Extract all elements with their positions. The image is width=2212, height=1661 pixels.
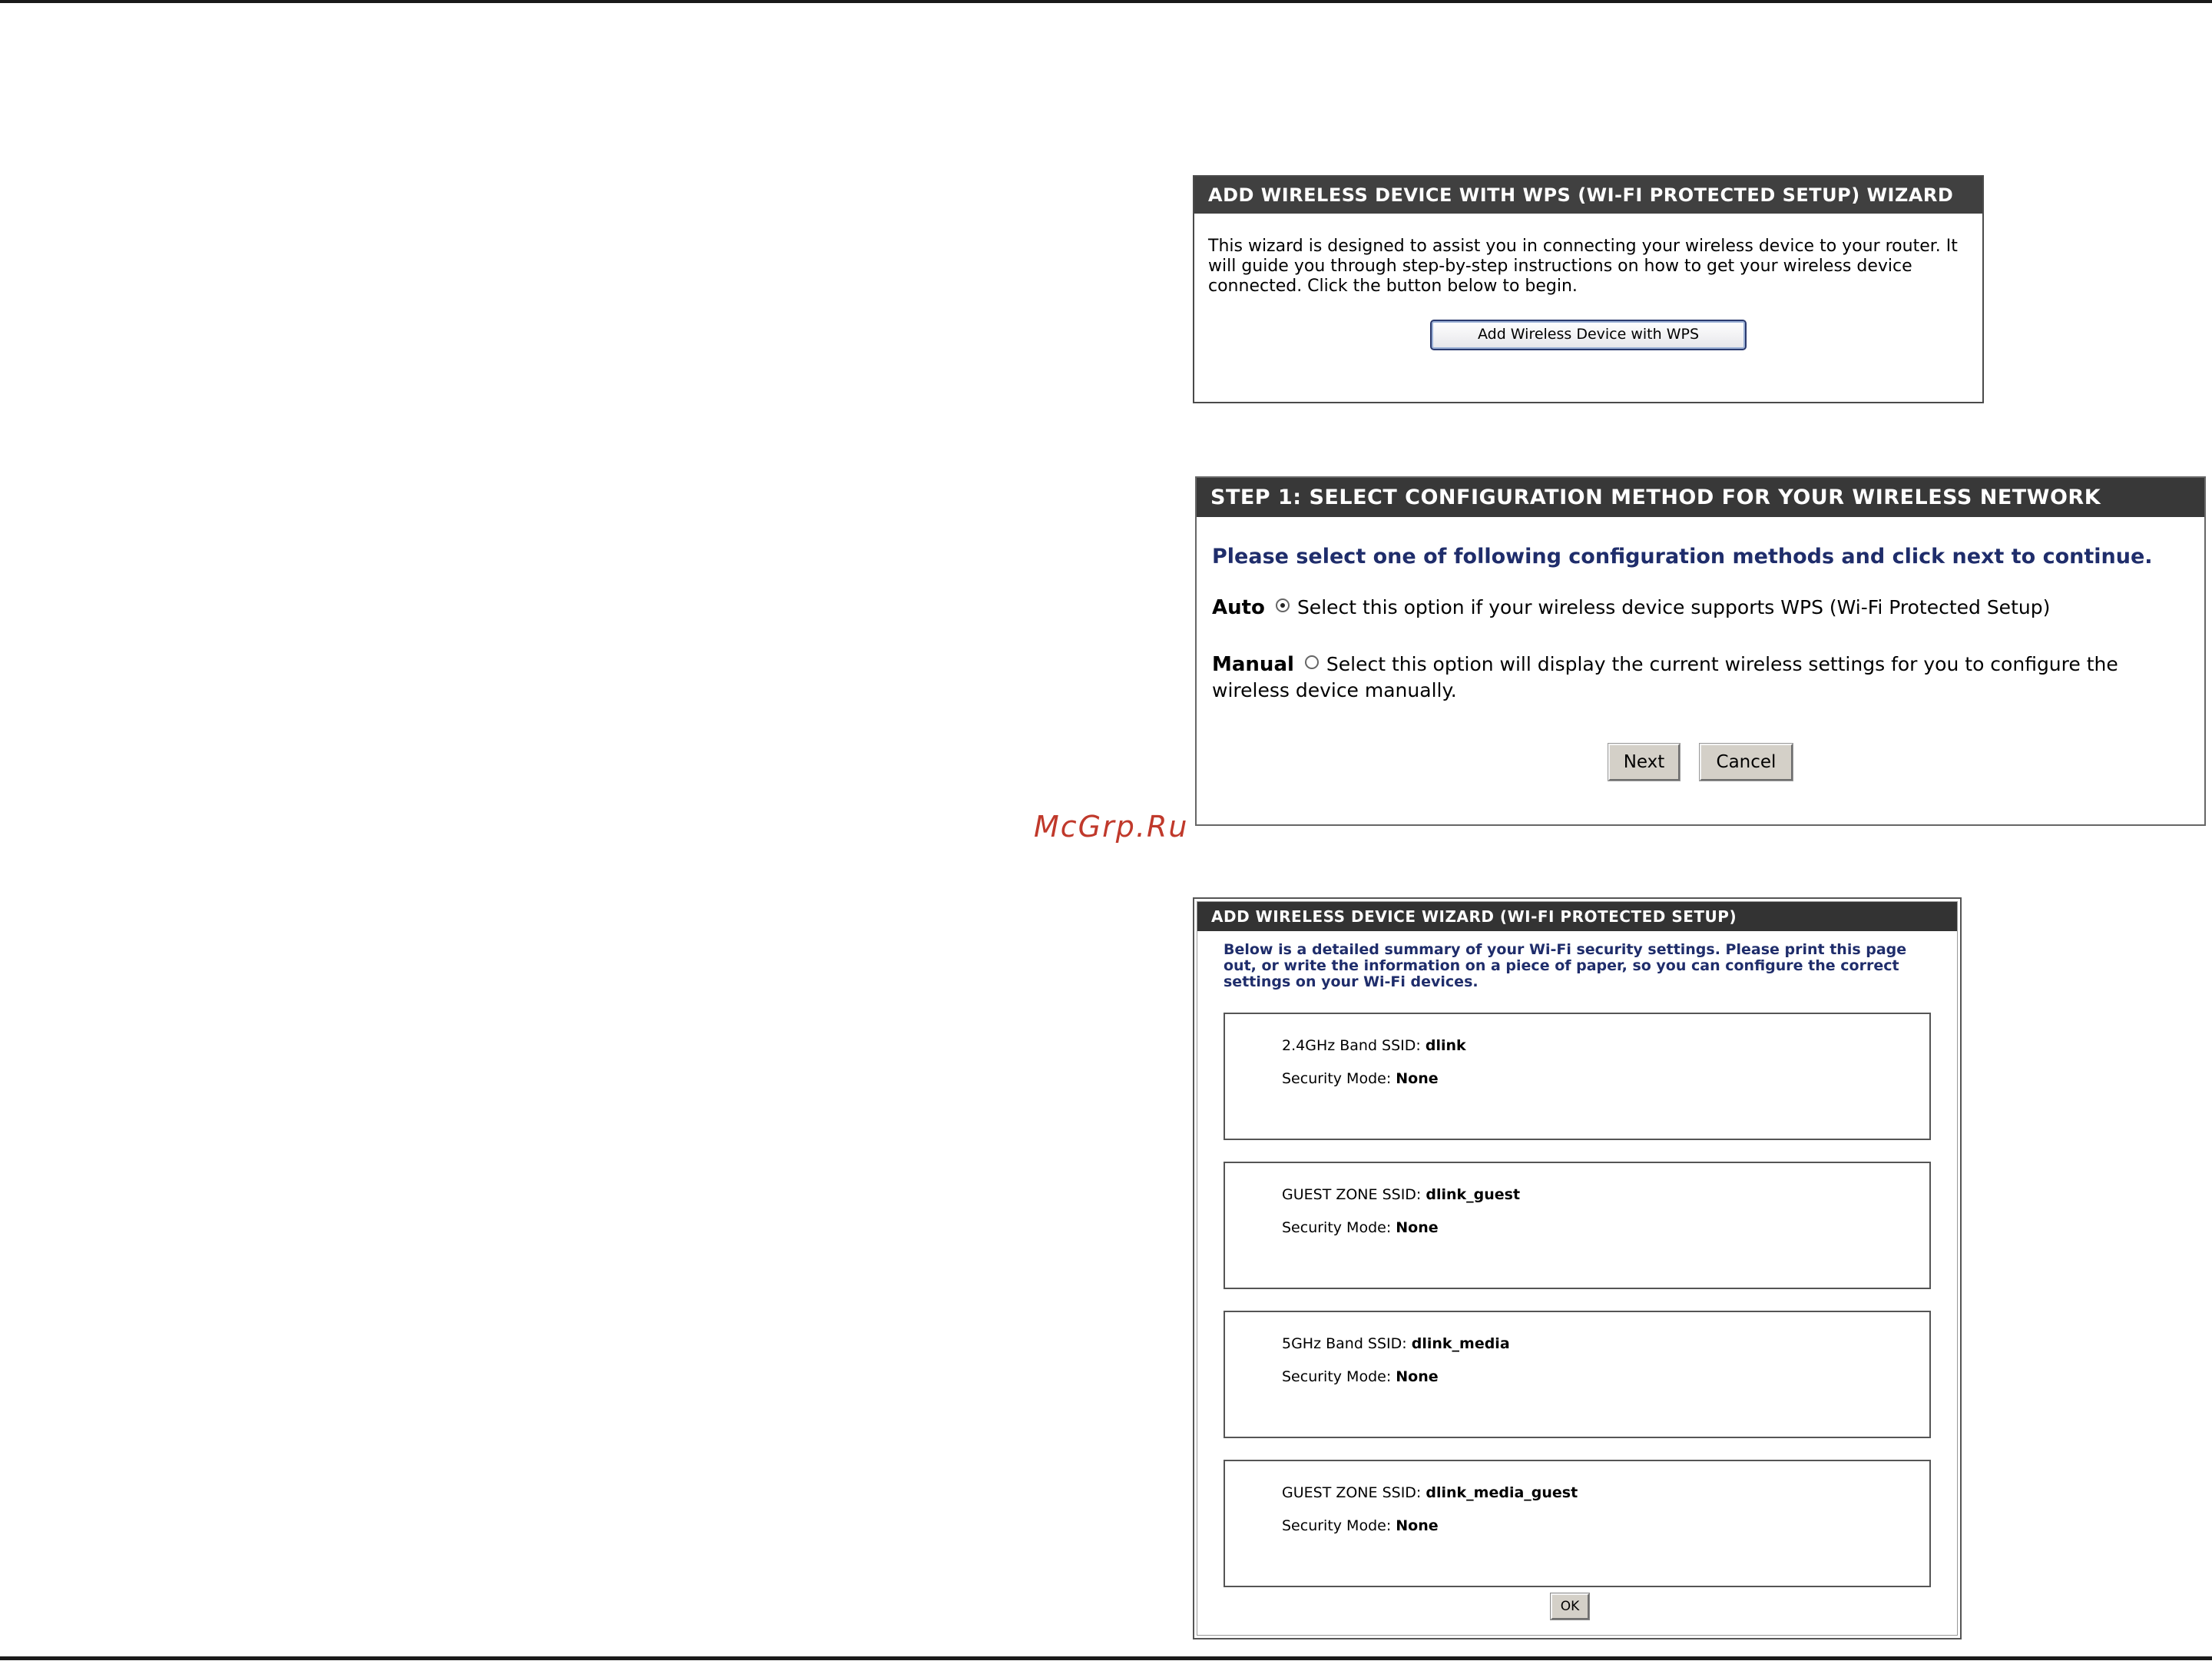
wps-wizard-title: ADD WIRELESS DEVICE WITH WPS (WI-FI PROTECTED SETUP) WIZARD	[1194, 177, 1982, 214]
security-mode-value: None	[1396, 1368, 1439, 1385]
security-mode-label: Security Mode:	[1282, 1368, 1392, 1385]
add-wireless-device-wps-button[interactable]: Add Wireless Device with WPS	[1430, 320, 1747, 350]
security-mode-label: Security Mode:	[1282, 1517, 1392, 1534]
ssid-label: GUEST ZONE SSID:	[1282, 1484, 1422, 1501]
security-mode-value: None	[1396, 1070, 1439, 1087]
ssid-label: 5GHz Band SSID:	[1282, 1335, 1407, 1352]
network-summary-box	[1224, 1460, 1931, 1587]
ssid-value: dlink	[1425, 1037, 1466, 1054]
summary-title: ADD WIRELESS DEVICE WIZARD (WI-FI PROTECTED SETUP)	[1197, 902, 1957, 931]
network-summary-box	[1224, 1311, 1931, 1438]
bottom-rule	[0, 1656, 2212, 1660]
ok-button[interactable]: OK	[1551, 1593, 1589, 1620]
security-mode-value: None	[1396, 1517, 1439, 1534]
manual-description: Select this option will display the current wireless settings for you to configure the wireless device manually.	[1212, 653, 2118, 701]
step1-intro: Please select one of following configuration methods and click next to continue.	[1212, 545, 2153, 569]
security-mode-value: None	[1396, 1219, 1439, 1236]
wps-wizard-description: This wizard is designed to assist you in connecting your wireless device to your router. It will guide you through step-by-step instructions on how to get your wireless device connected. Click the button below to begin.	[1208, 237, 1958, 296]
summary-intro: Below is a detailed summary of your Wi-Fi security settings. Please print this page out, or write the information on a piece of paper, so you can configure the correct settings on your Wi-Fi devices.	[1224, 941, 1907, 990]
network-summary-box	[1224, 1013, 1931, 1140]
cancel-button[interactable]: Cancel	[1700, 744, 1793, 781]
auto-description: Select this option if your wireless device supports WPS (Wi-Fi Protected Setup)	[1296, 596, 2051, 618]
wps-wizard-panel	[1193, 175, 1984, 403]
next-button[interactable]: Next	[1608, 744, 1680, 781]
security-mode-label: Security Mode:	[1282, 1070, 1392, 1087]
network-summary-box	[1224, 1162, 1931, 1289]
ssid-value: dlink_guest	[1426, 1186, 1521, 1203]
step1-panel	[1195, 476, 2206, 826]
ssid-value: dlink_media	[1411, 1335, 1510, 1352]
manual-radio[interactable]	[1305, 655, 1319, 669]
manual-label: Manual	[1212, 653, 1294, 676]
summary-panel	[1193, 897, 1962, 1639]
top-rule	[0, 0, 2212, 3]
security-mode-label: Security Mode:	[1282, 1219, 1392, 1236]
manual-option	[1212, 651, 2189, 704]
step1-title: STEP 1: SELECT CONFIGURATION METHOD FOR YOUR WIRELESS NETWORK	[1197, 478, 2204, 517]
ssid-label: 2.4GHz Band SSID:	[1282, 1037, 1421, 1054]
auto-radio[interactable]	[1276, 598, 1290, 612]
auto-option	[1212, 595, 2189, 621]
watermark: McGrp.Ru	[1034, 810, 1189, 844]
auto-label: Auto	[1212, 596, 1265, 619]
ssid-value: dlink_media_guest	[1426, 1484, 1578, 1501]
ssid-label: GUEST ZONE SSID:	[1282, 1186, 1422, 1203]
